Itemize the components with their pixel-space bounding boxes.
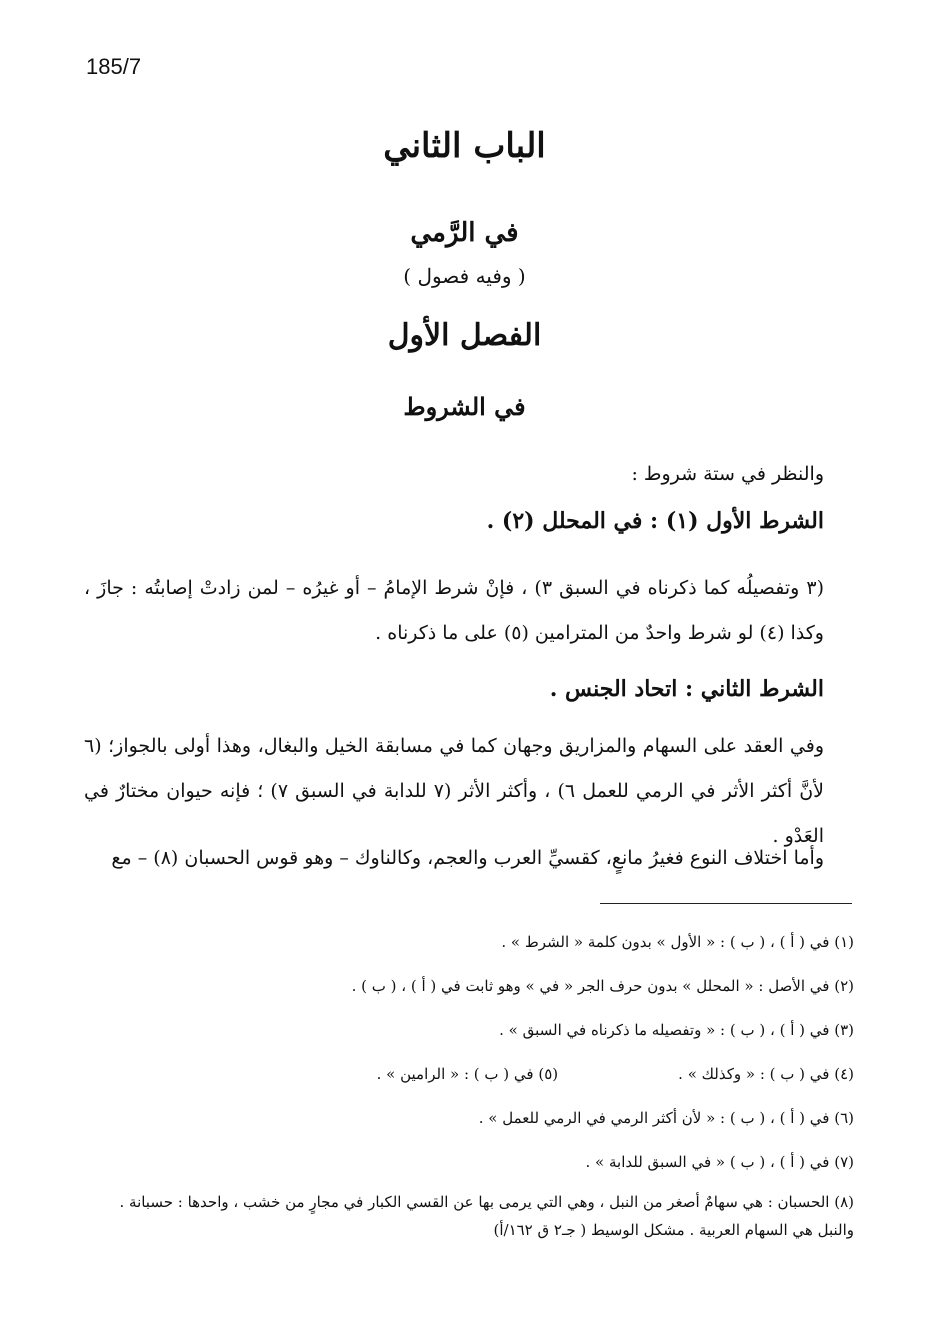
footnote-8: (٨) الحسبان : هي سهامٌ أصغر من النبل ، وهي التي يرمى بها عن القسي الكبار في مجارٍ من خشب ، واحدها : حسبانة . والنبل هي السهام العربية . مشكل الوسيط ( جـ٢ ق ١٦٢/أ) [119,1193,854,1239]
condition2-paragraph-continued: وأما اختلاف النوع فغيرُ مانعٍ، كقسيِّ العرب والعجم، وكالناوك – وهو قوس الحسبان (٨) – مع [111,847,824,869]
section-subtitle: في الشروط [403,392,526,421]
footnote-7: (٧) في ( أ ) ، ( ب ) « في السبق للدابة » . [585,1153,854,1171]
condition1-heading: الشرط الأول (١) : في المحلل (٢) . [486,508,824,534]
section-title: الفصل الأول [387,318,542,353]
intro-paragraph: والنظر في ستة شروط : [631,463,824,485]
footnote-4: (٤) في ( ب ) : « وكذلك » . [678,1065,854,1083]
footnote-1: (١) في ( أ ) ، ( ب ) : « الأول » بدون كلمة « الشرط » . [501,933,854,951]
footnote-3: (٣) في ( أ ) ، ( ب ) : « وتفصيله ما ذكرناه في السبق » . [499,1021,854,1039]
footnote-6: (٦) في ( أ ) ، ( ب ) : « لأن أكثر الرمي في الرمي للعمل » . [478,1109,854,1127]
footnote-5: (٥) في ( ب ) : « الرامين » . [376,1065,559,1083]
page-number: 185/7 [86,54,142,79]
condition2-paragraph: وفي العقد على السهام والمزاريق وجهان كما في مسابقة الخيل والبغال، وهذا أولى بالجواز؛ (٦ لأنَّ أكثر الأثر في الرمي للعمل ٦) ، وأكثر الأثر (٧ للدابة في السبق ٧) ؛ فإنه حيوان مختارٌ في العَدْو . [84,735,824,847]
footnote-row-4-5 [84,1052,854,1096]
condition1-paragraph: (٣ وتفصيلُه كما ذكرناه في السبق ٣) ، فإنْ شرط الإمامُ – أو غيرُه – لمن زادتْ إصابتُه : جازَ ، وكذا (٤) لو شرط واحدٌ من المترامين (٥) على ما ذكرناه . [84,577,824,644]
subject-note: ( وفيه فصول ) [403,264,526,288]
footnote-2: (٢) في الأصل : « المحلل » بدون حرف الجر « في » وهو ثابت في ( أ ) ، ( ب ) . [351,977,854,995]
chapter-title: الباب الثاني [383,126,546,166]
subject-title: في الرَّمي [410,218,519,248]
footnote-divider [600,903,852,904]
condition2-heading: الشرط الثاني : اتحاد الجنس . [549,676,824,702]
footnotes [84,920,854,1244]
